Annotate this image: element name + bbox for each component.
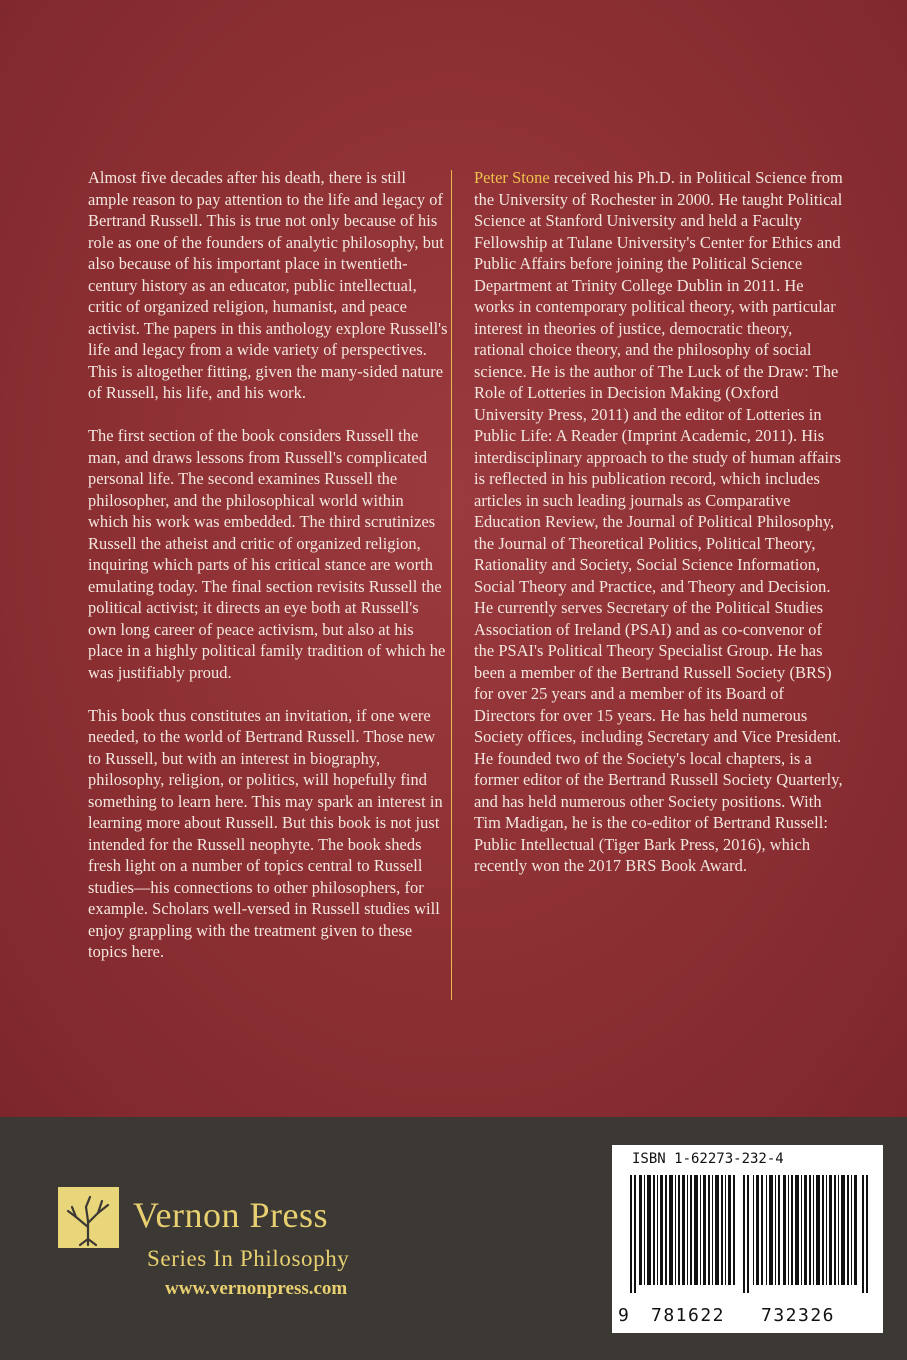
author-bio-text: received his Ph.D. in Political Science from the University of Rochester in 2000. He taught Political Science at Stanford University and held a Faculty Fellowship at Tulane University's Center for Ethics and Public Affairs before joining the Political Science Department at Trinity College Dublin in 2011. He works in contemporary political theory, with particular interest in theories of justice, democratic theory, rational choice theory, and the philosophy of social science. He is the author of The Luck of the Draw: The Role of Lotteries in Decision Making (Oxford University Press, 2011) and the editor of Lotteries in Public Life: A Reader (Imprint Academic, 2011). His interdisciplinary approach to the study of human affairs is reflected in his publication record, which includes articles in such leading journals as Comparative Education Review, the Journal of Political Philosophy, the Journal of Theoretical Politics, Political Theory, Rationality and Society, Social Science Information, Social Theory and Practice, and Theory and Decision. He currently serves Secretary of the Political Studies Association of Ireland (PSAI) and as co-convenor of the PSAI's Political Theory Specialist Group. He has been a member of the Bertrand Russell Society (BRS) for over 25 years and a member of its Board of Directors for over 15 years. He has held numerous Society offices, including Secretary and Vice President. He founded two of the Society's local chapters, is a former editor of the Bertrand Russell Society Quarterly, and has held numerous other Society positions. With Tim Madigan, he is the co-editor of Bertrand Russell: Public Intellectual (Tiger Bark Press, 2016), which recently won the 2017 BRS Book Award.	[474, 168, 843, 875]
isbn-label: ISBN 1-62273-232-4	[632, 1151, 784, 1167]
book-description	[88, 167, 448, 984]
ean-group-2: 732326	[761, 1305, 836, 1326]
ean-first-digit: 9	[618, 1305, 629, 1326]
tree-icon	[58, 1187, 119, 1248]
author-bio	[474, 167, 846, 898]
ean-group-1: 781622	[651, 1305, 726, 1326]
description-paragraph-3: This book thus constitutes an invitation, if one were needed, to the world of Bertrand Russell. Those new to Russell, but with an interest in biography, philosophy, religion, or politics, will hopefully find something to learn here. This may spark an interest in learning more about Russell. But this book is not just intended for the Russell neophyte. The book sheds fresh light on a number of topics central to Russell studies—his connections to other philosophers, for example. Scholars well-versed in Russell studies will enjoy grappling with the treatment given to these topics here.	[88, 705, 443, 961]
publisher-name: Vernon Press	[133, 1195, 328, 1235]
description-paragraph-2: The first section of the book considers Russell the man, and draws lessons from Russell's complicated personal life. The second examines Russell the philosopher, and the philosophical world within which his work was embedded. The third scrutinizes Russell the atheist and critic of organized religion, inquiring which parts of his critical stance are worth emulating today. The final section revisits Russell the political activist; it directs an eye both at Russell's own long career of peace activism, but also at his place in a highly political family tradition of which he was justifiably proud.	[88, 426, 446, 682]
description-paragraph-1: Almost five decades after his death, there is still ample reason to pay attention to the life and legacy of Bertrand Russell. This is true not only because of his role as one of the founders of analytic philosophy, but also because of his important place in twentieth-century history as an educator, public intellectual, critic of organized religion, humanist, and peace activist. The papers in this anthology explore Russell's life and legacy from a wide variety of perspectives. This is altogether fitting, given the many-sided nature of Russell, his life, and his work.	[88, 168, 448, 402]
author-bio-paragraph	[474, 167, 846, 877]
author-name: Peter Stone	[474, 168, 550, 187]
series-name: Series In Philosophy	[147, 1246, 350, 1271]
column-divider	[451, 170, 452, 1000]
publisher-url[interactable]: www.vernonpress.com	[165, 1278, 348, 1299]
barcode-bars	[628, 1175, 872, 1293]
